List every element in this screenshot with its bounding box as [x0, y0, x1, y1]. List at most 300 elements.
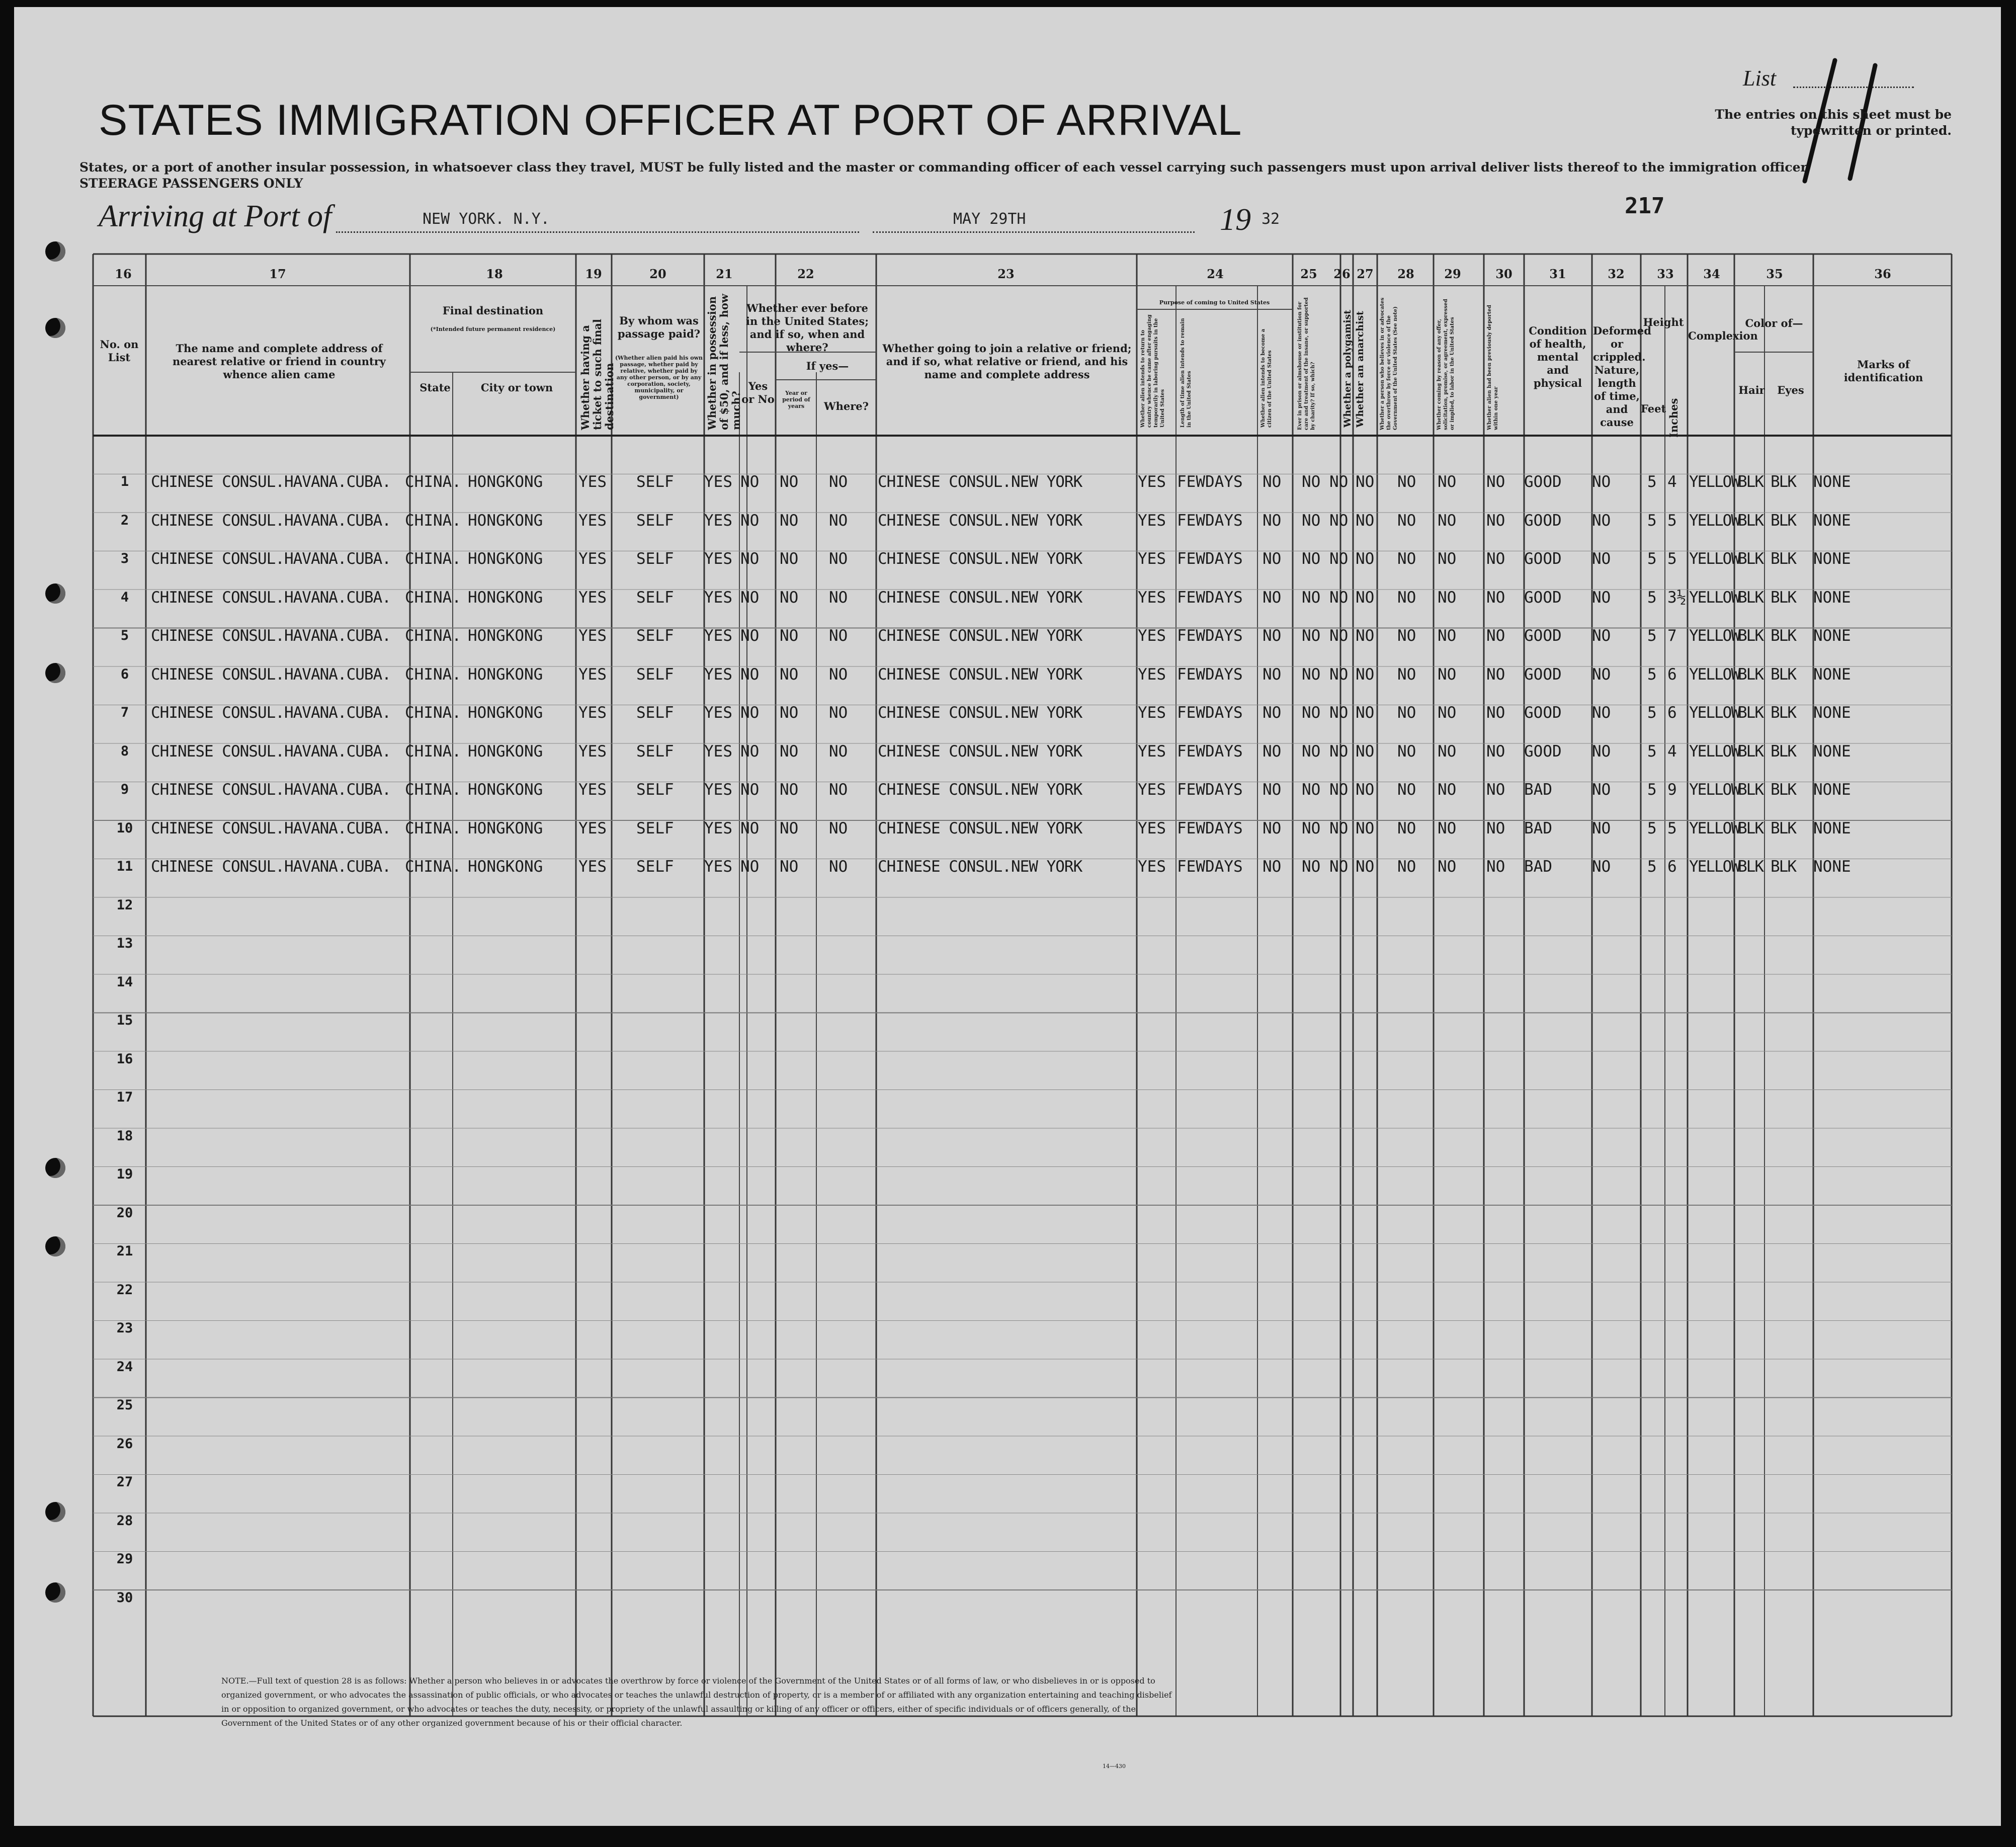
- row-number: 2: [120, 512, 129, 528]
- state-cell: CHINA.: [405, 665, 461, 684]
- state-cell: CHINA.: [405, 627, 461, 645]
- hair-cell: BLK: [1738, 781, 1763, 799]
- join-relative-cell: CHINESE CONSUL.NEW YORK: [878, 511, 1082, 530]
- polygamist-cell: NO: [1329, 511, 1349, 530]
- prison-cell: NO: [1302, 742, 1321, 761]
- column-number: 17: [269, 267, 286, 281]
- punch-hole: [45, 663, 65, 683]
- anarchist-cell: NO: [1356, 858, 1375, 876]
- row-number: 24: [116, 1359, 133, 1375]
- row-number: 11: [116, 859, 133, 874]
- join-relative-cell: CHINESE CONSUL.NEW YORK: [878, 473, 1082, 491]
- years-cell: NO: [780, 473, 799, 491]
- before-cell: NO: [740, 665, 760, 684]
- eyes-cell: BLK: [1771, 627, 1796, 645]
- polygamist-cell: NO: [1329, 473, 1349, 491]
- header-by-whom-note: (Whether alien paid his own passage, whether paid by relative, whether paid by any other person, or by any corporation, society, municipality, or government): [615, 355, 703, 400]
- health-cell: GOOD: [1524, 550, 1562, 568]
- length-of-stay-cell: FEWDAYS: [1177, 665, 1243, 684]
- health-cell: GOOD: [1524, 742, 1562, 761]
- column-number: 28: [1397, 267, 1414, 281]
- header-purpose-b: Length of time alien intends to remain in the United States: [1180, 318, 1192, 428]
- header-purpose-a: Whether alien intends to return to country whence he came after engaging temporarily in laboring pursuits in the United States: [1140, 314, 1165, 428]
- column-number: 33: [1657, 267, 1674, 281]
- ticket-cell: YES: [578, 742, 607, 761]
- hair-cell: BLK: [1738, 704, 1763, 722]
- deformed-cell: NO: [1592, 704, 1611, 722]
- footer-note: NOTE.—Full text of question 28 is as follows: Whether a person who believes in or advocates the overthrow by force or violence of the Government of the United States or of all forms of law, or who disbelieves in or is opposed to organized government, or who advocates the assassination of public officials, or who advocates or teaches the unlawful destruction of property, or is a member of or affiliated with any organization entertaining and teaching disbelief in or opposition to organized government, or who advocates or teaches the duty, necessity, or propriety of the unlawful assaulting or killing of any officer or officers, either of specific individuals or of officers generally, of the Government of the United States or of any other organized government because of his or their official character.: [221, 1676, 1172, 1728]
- prison-cell: NO: [1302, 665, 1321, 684]
- join-relative-cell: CHINESE CONSUL.NEW YORK: [878, 781, 1082, 799]
- column-number: 22: [797, 267, 814, 281]
- hair-cell: BLK: [1738, 819, 1763, 837]
- polygamist-cell: NO: [1329, 627, 1349, 645]
- row-number: 8: [120, 743, 129, 759]
- header-final-destination-note: (*Intended future permanent residence): [430, 326, 556, 332]
- header-eyes: Eyes: [1777, 384, 1804, 396]
- inches-cell: 6: [1667, 665, 1677, 684]
- header-ever-before: Whether ever before in the United States; and if so, when and where?: [746, 302, 869, 354]
- years-cell: NO: [780, 665, 799, 684]
- overthrow-cell: NO: [1397, 511, 1416, 530]
- citizen-cell: NO: [1263, 665, 1282, 684]
- marks-cell: NONE: [1813, 858, 1851, 876]
- row-number: 21: [116, 1243, 133, 1259]
- years-cell: NO: [780, 550, 799, 568]
- deported-cell: NO: [1486, 781, 1505, 799]
- before-cell: NO: [740, 627, 760, 645]
- join-relative-cell: CHINESE CONSUL.NEW YORK: [878, 704, 1082, 722]
- ticket-cell: YES: [578, 473, 607, 491]
- deformed-cell: NO: [1592, 665, 1611, 684]
- return-cell: YES: [1138, 588, 1166, 607]
- column-number: 23: [997, 267, 1015, 281]
- citizen-cell: NO: [1263, 588, 1282, 607]
- citizen-cell: NO: [1263, 704, 1282, 722]
- city-cell: HONGKONG: [468, 704, 543, 722]
- punch-hole: [45, 1236, 65, 1256]
- deported-cell: NO: [1486, 858, 1505, 876]
- anarchist-cell: NO: [1356, 473, 1375, 491]
- labor-offer-cell: NO: [1438, 858, 1457, 876]
- eyes-cell: BLK: [1771, 665, 1796, 684]
- polygamist-cell: NO: [1329, 704, 1349, 722]
- before-cell: NO: [740, 858, 760, 876]
- deported-cell: NO: [1486, 511, 1505, 530]
- eyes-cell: BLK: [1771, 781, 1796, 799]
- paid-by-cell: SELF: [636, 511, 674, 530]
- where-cell: NO: [829, 819, 848, 837]
- anarchist-cell: NO: [1356, 742, 1375, 761]
- fifty-cell: YES: [704, 704, 732, 722]
- join-relative-cell: CHINESE CONSUL.NEW YORK: [878, 588, 1082, 607]
- where-cell: NO: [829, 704, 848, 722]
- years-cell: NO: [780, 627, 799, 645]
- punch-hole: [45, 241, 65, 262]
- ticket-cell: YES: [578, 627, 607, 645]
- deported-cell: NO: [1486, 627, 1505, 645]
- state-cell: CHINA.: [405, 781, 461, 799]
- row-number: 5: [120, 628, 129, 643]
- join-relative-cell: CHINESE CONSUL.NEW YORK: [878, 819, 1082, 837]
- punch-hole: [45, 318, 65, 338]
- length-of-stay-cell: FEWDAYS: [1177, 627, 1243, 645]
- row-number: 22: [116, 1282, 133, 1298]
- header-polygamist: Whether a polygamist: [1342, 309, 1353, 428]
- length-of-stay-cell: FEWDAYS: [1177, 742, 1243, 761]
- feet-cell: 5: [1647, 627, 1657, 645]
- return-cell: YES: [1138, 511, 1166, 530]
- fifty-cell: YES: [704, 627, 732, 645]
- city-cell: HONGKONG: [468, 588, 543, 607]
- relative-address: CHINESE CONSUL.HAVANA.CUBA.: [151, 742, 391, 761]
- column-number: 18: [486, 267, 503, 281]
- anarchist-cell: NO: [1356, 627, 1375, 645]
- column-number: 19: [585, 267, 602, 281]
- feet-cell: 5: [1647, 819, 1657, 837]
- deported-cell: NO: [1486, 819, 1505, 837]
- relative-address: CHINESE CONSUL.HAVANA.CUBA.: [151, 781, 391, 799]
- where-cell: NO: [829, 511, 848, 530]
- paid-by-cell: SELF: [636, 819, 674, 837]
- ticket-cell: YES: [578, 511, 607, 530]
- length-of-stay-cell: FEWDAYS: [1177, 781, 1243, 799]
- header-if-yes: If yes—: [806, 360, 849, 372]
- header-feet: Feet: [1641, 402, 1666, 415]
- row-number: 25: [116, 1397, 133, 1413]
- row-number: 15: [116, 1013, 133, 1028]
- join-relative-cell: CHINESE CONSUL.NEW YORK: [878, 550, 1082, 568]
- where-cell: NO: [829, 742, 848, 761]
- column-number: 34: [1703, 267, 1720, 281]
- port-value: NEW YORK. N.Y.: [423, 210, 550, 228]
- header-relative-address: The name and complete address of nearest relative or friend in country whence alien came: [173, 342, 386, 381]
- return-cell: YES: [1138, 704, 1166, 722]
- inches-cell: 4: [1667, 473, 1677, 491]
- overthrow-cell: NO: [1397, 819, 1416, 837]
- marks-cell: NONE: [1813, 781, 1851, 799]
- port-line: [336, 231, 859, 233]
- length-of-stay-cell: FEWDAYS: [1177, 473, 1243, 491]
- city-cell: HONGKONG: [468, 742, 543, 761]
- return-cell: YES: [1138, 550, 1166, 568]
- complexion-cell: YELLOW: [1689, 781, 1739, 799]
- before-cell: NO: [740, 781, 760, 799]
- prison-cell: NO: [1302, 819, 1321, 837]
- health-cell: BAD: [1524, 819, 1552, 837]
- city-cell: HONGKONG: [468, 665, 543, 684]
- fifty-cell: YES: [704, 665, 732, 684]
- city-cell: HONGKONG: [468, 511, 543, 530]
- row-number: 26: [116, 1436, 133, 1452]
- eyes-cell: BLK: [1771, 819, 1796, 837]
- feet-cell: 5: [1647, 665, 1657, 684]
- header-possession-50: Whether in possession of $50, and if less, how much?: [706, 294, 742, 430]
- row-number: 9: [120, 782, 129, 797]
- deformed-cell: NO: [1592, 858, 1611, 876]
- citizen-cell: NO: [1263, 858, 1282, 876]
- years-cell: NO: [780, 781, 799, 799]
- labor-offer-cell: NO: [1438, 704, 1457, 722]
- eyes-cell: BLK: [1771, 742, 1796, 761]
- where-cell: NO: [829, 627, 848, 645]
- hair-cell: BLK: [1738, 473, 1763, 491]
- complexion-cell: YELLOW: [1689, 858, 1739, 876]
- labor-offer-cell: NO: [1438, 588, 1457, 607]
- deported-cell: NO: [1486, 473, 1505, 491]
- health-cell: GOOD: [1524, 665, 1562, 684]
- complexion-cell: YELLOW: [1689, 704, 1739, 722]
- paid-by-cell: SELF: [636, 704, 674, 722]
- row-number: 18: [116, 1128, 133, 1144]
- city-cell: HONGKONG: [468, 473, 543, 491]
- state-cell: CHINA.: [405, 704, 461, 722]
- deported-cell: NO: [1486, 550, 1505, 568]
- marks-cell: NONE: [1813, 511, 1851, 530]
- header-deformed: Deformed or crippled. Nature, length of time, and cause: [1593, 324, 1651, 429]
- punch-hole: [45, 1158, 65, 1178]
- ticket-cell: YES: [578, 550, 607, 568]
- complexion-cell: YELLOW: [1689, 550, 1739, 568]
- health-cell: GOOD: [1524, 588, 1562, 607]
- city-cell: HONGKONG: [468, 819, 543, 837]
- fifty-cell: YES: [704, 819, 732, 837]
- paid-by-cell: SELF: [636, 588, 674, 607]
- return-cell: YES: [1138, 781, 1166, 799]
- eyes-cell: BLK: [1771, 858, 1796, 876]
- polygamist-cell: NO: [1329, 742, 1349, 761]
- complexion-cell: YELLOW: [1689, 819, 1739, 837]
- feet-cell: 5: [1647, 704, 1657, 722]
- length-of-stay-cell: FEWDAYS: [1177, 819, 1243, 837]
- row-number: 30: [116, 1589, 133, 1606]
- length-of-stay-cell: FEWDAYS: [1177, 858, 1243, 876]
- prison-cell: NO: [1302, 627, 1321, 645]
- paid-by-cell: SELF: [636, 665, 674, 684]
- anarchist-cell: NO: [1356, 588, 1375, 607]
- column-number: 25: [1300, 267, 1317, 281]
- marks-cell: NONE: [1813, 473, 1851, 491]
- feet-cell: 5: [1647, 742, 1657, 761]
- length-of-stay-cell: FEWDAYS: [1177, 588, 1243, 607]
- header-hair: Hair: [1738, 384, 1765, 396]
- eyes-cell: BLK: [1771, 588, 1796, 607]
- header-ticket: Whether having a ticket to such final destination: [579, 319, 616, 430]
- inches-cell: 6: [1667, 858, 1677, 876]
- labor-offer-cell: NO: [1438, 511, 1457, 530]
- years-cell: NO: [780, 858, 799, 876]
- marks-cell: NONE: [1813, 742, 1851, 761]
- header-purpose-c: Whether alien intends to become a citizen of the United States: [1261, 328, 1273, 428]
- deformed-cell: NO: [1592, 550, 1611, 568]
- paid-by-cell: SELF: [636, 742, 674, 761]
- labor-offer-cell: NO: [1438, 819, 1457, 837]
- where-cell: NO: [829, 550, 848, 568]
- feet-cell: 5: [1647, 511, 1657, 530]
- years-cell: NO: [780, 588, 799, 607]
- return-cell: YES: [1138, 819, 1166, 837]
- inches-cell: 9: [1667, 781, 1677, 799]
- row-number: 13: [116, 936, 133, 951]
- relative-address: CHINESE CONSUL.HAVANA.CUBA.: [151, 550, 391, 568]
- complexion-cell: YELLOW: [1689, 665, 1739, 684]
- row-number: 29: [116, 1551, 133, 1567]
- relative-address: CHINESE CONSUL.HAVANA.CUBA.: [151, 627, 391, 645]
- citizen-cell: NO: [1263, 781, 1282, 799]
- city-cell: HONGKONG: [468, 550, 543, 568]
- deformed-cell: NO: [1592, 511, 1611, 530]
- labor-offer-cell: NO: [1438, 627, 1457, 645]
- years-cell: NO: [780, 704, 799, 722]
- return-cell: YES: [1138, 473, 1166, 491]
- header-state: State: [419, 381, 451, 394]
- state-cell: CHINA.: [405, 858, 461, 876]
- citizen-cell: NO: [1263, 627, 1282, 645]
- header-complexion: Complexion: [1688, 329, 1758, 342]
- relative-address: CHINESE CONSUL.HAVANA.CUBA.: [151, 704, 391, 722]
- paid-by-cell: SELF: [636, 627, 674, 645]
- column-number: 31: [1549, 267, 1566, 281]
- marks-cell: NONE: [1813, 819, 1851, 837]
- column-number: 29: [1444, 267, 1461, 281]
- state-cell: CHINA.: [405, 550, 461, 568]
- feet-cell: 5: [1647, 473, 1657, 491]
- header-purpose: Purpose of coming to United States: [1159, 299, 1270, 306]
- deformed-cell: NO: [1592, 781, 1611, 799]
- column-number: 27: [1357, 267, 1374, 281]
- polygamist-cell: NO: [1329, 665, 1349, 684]
- passenger-class: STEERAGE PASSENGERS ONLY: [79, 176, 303, 191]
- citizen-cell: NO: [1263, 511, 1282, 530]
- anarchist-cell: NO: [1356, 819, 1375, 837]
- paid-by-cell: SELF: [636, 473, 674, 491]
- complexion-cell: YELLOW: [1689, 511, 1739, 530]
- prison-cell: NO: [1302, 704, 1321, 722]
- deformed-cell: NO: [1592, 627, 1611, 645]
- marks-cell: NONE: [1813, 665, 1851, 684]
- health-cell: BAD: [1524, 781, 1552, 799]
- eyes-cell: BLK: [1771, 704, 1796, 722]
- complexion-cell: YELLOW: [1689, 588, 1739, 607]
- fifty-cell: YES: [704, 550, 732, 568]
- list-label-text: List: [1743, 66, 1777, 91]
- before-cell: NO: [740, 473, 760, 491]
- header-final-destination: Final destination: [442, 304, 544, 317]
- city-cell: HONGKONG: [468, 781, 543, 799]
- row-number: 1: [120, 474, 129, 489]
- polygamist-cell: NO: [1329, 858, 1349, 876]
- marks-cell: NONE: [1813, 588, 1851, 607]
- row-number: 28: [116, 1513, 133, 1529]
- relative-address: CHINESE CONSUL.HAVANA.CUBA.: [151, 588, 391, 607]
- overthrow-cell: NO: [1397, 742, 1416, 761]
- feet-cell: 5: [1647, 588, 1657, 607]
- deformed-cell: NO: [1592, 819, 1611, 837]
- inches-cell: 7: [1667, 627, 1677, 645]
- relative-address: CHINESE CONSUL.HAVANA.CUBA.: [151, 511, 391, 530]
- header-yes-or-no: Yes or No: [741, 380, 775, 405]
- year-prefix: 19: [1220, 203, 1251, 237]
- fifty-cell: YES: [704, 742, 732, 761]
- join-relative-cell: CHINESE CONSUL.NEW YORK: [878, 742, 1082, 761]
- where-cell: NO: [829, 781, 848, 799]
- punch-hole: [45, 1582, 65, 1603]
- before-cell: NO: [740, 588, 760, 607]
- marks-cell: NONE: [1813, 704, 1851, 722]
- hair-cell: BLK: [1738, 511, 1763, 530]
- ticket-cell: YES: [578, 819, 607, 837]
- header-no-on-list: No. on List: [100, 338, 139, 364]
- inches-cell: 5: [1667, 819, 1677, 837]
- city-cell: HONGKONG: [468, 627, 543, 645]
- deformed-cell: NO: [1592, 473, 1611, 491]
- relative-address: CHINESE CONSUL.HAVANA.CUBA.: [151, 819, 391, 837]
- overthrow-cell: NO: [1397, 627, 1416, 645]
- row-number: 12: [116, 897, 133, 913]
- where-cell: NO: [829, 665, 848, 684]
- before-cell: NO: [740, 742, 760, 761]
- paid-by-cell: SELF: [636, 781, 674, 799]
- column-number: 36: [1874, 267, 1891, 281]
- citizen-cell: NO: [1263, 550, 1282, 568]
- header-prison: Ever in prison or almshouse or institution for care and treatment of the insane, or supported by charity? If so, which?: [1297, 297, 1316, 430]
- ticket-cell: YES: [578, 665, 607, 684]
- hair-cell: BLK: [1738, 588, 1763, 607]
- length-of-stay-cell: FEWDAYS: [1177, 704, 1243, 722]
- hair-cell: BLK: [1738, 550, 1763, 568]
- fifty-cell: YES: [704, 511, 732, 530]
- row-number: 16: [116, 1051, 133, 1067]
- join-relative-cell: CHINESE CONSUL.NEW YORK: [878, 858, 1082, 876]
- polygamist-cell: NO: [1329, 781, 1349, 799]
- prison-cell: NO: [1302, 781, 1321, 799]
- overthrow-cell: NO: [1397, 473, 1416, 491]
- before-cell: NO: [740, 550, 760, 568]
- row-number: 10: [116, 820, 133, 836]
- header-anarchist: Whether an anarchist: [1355, 311, 1366, 428]
- deported-cell: NO: [1486, 704, 1505, 722]
- anarchist-cell: NO: [1356, 665, 1375, 684]
- years-cell: NO: [780, 511, 799, 530]
- row-number: 7: [120, 705, 129, 720]
- typewritten-note: The entries on this sheet must be typewritten or printed.: [1715, 107, 1952, 138]
- list-label: [1743, 65, 1776, 91]
- join-relative-cell: CHINESE CONSUL.NEW YORK: [878, 665, 1082, 684]
- labor-offer-cell: NO: [1438, 742, 1457, 761]
- eyes-cell: BLK: [1771, 473, 1796, 491]
- anarchist-cell: NO: [1356, 781, 1375, 799]
- health-cell: GOOD: [1524, 704, 1562, 722]
- deported-cell: NO: [1486, 742, 1505, 761]
- polygamist-cell: NO: [1329, 550, 1349, 568]
- punch-hole: [45, 1502, 65, 1522]
- paid-by-cell: SELF: [636, 550, 674, 568]
- complexion-cell: YELLOW: [1689, 742, 1739, 761]
- relative-address: CHINESE CONSUL.HAVANA.CUBA.: [151, 473, 391, 491]
- header-deported: Whether alien had been previously deported within one year: [1487, 305, 1499, 430]
- relative-address: CHINESE CONSUL.HAVANA.CUBA.: [151, 665, 391, 684]
- row-number: 23: [116, 1320, 133, 1336]
- page-title: STATES IMMIGRATION OFFICER AT PORT OF ARRIVAL: [99, 96, 1242, 144]
- fifty-cell: YES: [704, 858, 732, 876]
- row-number: 20: [116, 1205, 133, 1221]
- feet-cell: 5: [1647, 550, 1657, 568]
- hair-cell: BLK: [1738, 742, 1763, 761]
- marks-cell: NONE: [1813, 550, 1851, 568]
- labor-offer-cell: NO: [1438, 550, 1457, 568]
- ticket-cell: YES: [578, 781, 607, 799]
- header-inches: Inches: [1667, 398, 1680, 438]
